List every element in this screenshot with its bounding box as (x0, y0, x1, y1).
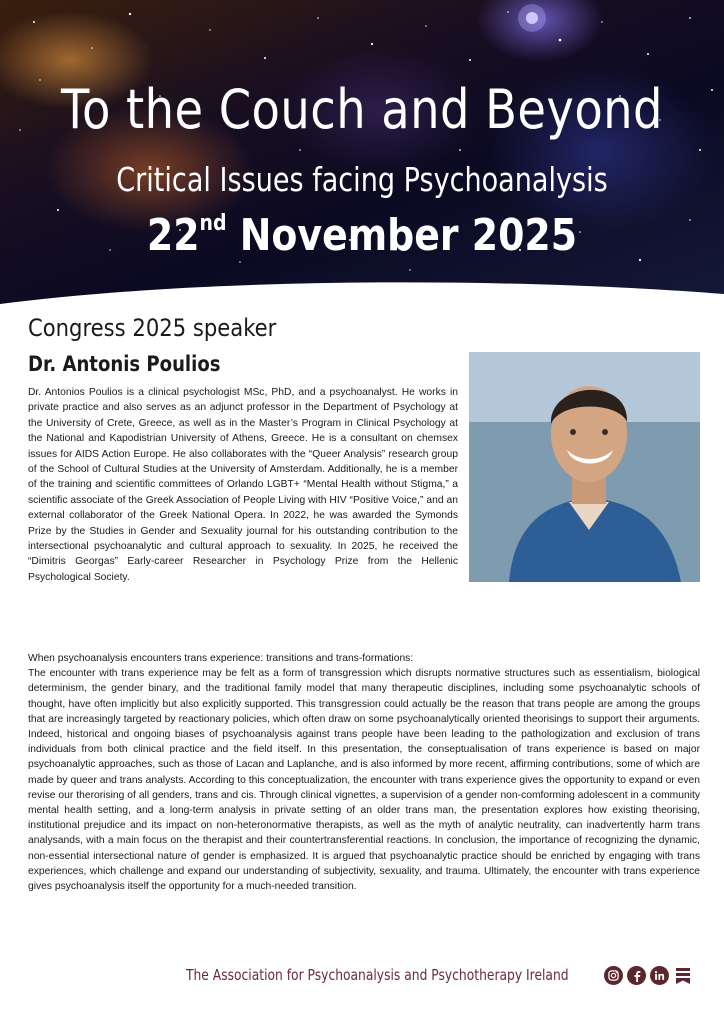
event-title: To the Couch and Beyond (61, 78, 663, 141)
facebook-icon[interactable] (627, 966, 646, 985)
date-month-year: November 2025 (239, 210, 578, 261)
speaker-bio: Dr. Antonios Poulios is a clinical psychologist MSc, PhD, and a psychoanalyst. He works in private practice and also serves as an adjunct professor in the Department of Psychology at the University of Crete, Greece, as well as in the Master’s Program in Clinical Psychology at the National and Kapodistrian University of Athens, Greece. He is a consultant on chemsex issues for AIDS Action Europe. He also collaborates with the “Queer Analysis” research group of the School of Cultural Studies at the University of Amsterdam. Additionally, he is a member of the training and scientific committees of Orlando LGBT+ “Mental Health without Stigma,” a scientific associate of the Greek Association of People Living with HIV “Positive Voice,” and an external collaborator of the Greek National Opera. In 2022, he was awarded the Symonds Prize by the Studies in Gender and Sexuality journal for his outstanding contribution to the intersectional psychoanalytic and cultural approach to sexuality. In 2025, he received the “Dimitris Georgas” Early-career Researcher in Psychology Prize from the Hellenic Psychological Society. (28, 387, 458, 583)
talk-title: When psychoanalysis encounters trans experience: transitions and trans-formations: (28, 653, 414, 664)
speaker-photo (469, 352, 700, 582)
event-subtitle: Critical Issues facing Psychoanalysis (116, 160, 608, 199)
date-suffix: nd (199, 211, 227, 236)
hero-banner (0, 0, 724, 312)
social-links (604, 966, 692, 986)
instagram-icon[interactable] (604, 966, 623, 985)
linkedin-icon[interactable] (650, 966, 669, 985)
talk-abstract-body: The encounter with trans experience may be felt as a form of transgression which disrupts normative structures such as essentialism, biological determinism, the gender binary, and the traditional family model that many therapeutic disciplines, including some psychoanalytic schools of thought, have often implicitly but also explicitly supported. This transgression could actually be the reason that trans people are among the groups that are increasingly targeted by reactionary policies, which often draw on some psychoanalytically oriented theorisings to support their arguments. Indeed, historical and ongoing biases of psychoanalysis against trans people have been leading to the pathologization and exclusion of trans individuals from both clinical practice and the field itself. In this presentation, the conseptualisation of trans experience is based on major psychoanalytic approaches, such as those of Lacan and Laplanche, and is also informed by more recent, affirming contributions, some of which are made by queer and trans analysts. According to this conceptualization, the encounter with trans experience gives the opportunity to expand or even revise our therorising of all genders, trans and cis. Through clinical vignettes, a supervision of a gender non-comforming adolescent in a community mental health setting, and a long-term analysis in private setting of an older trans man, the presentation explores how existing theorising, institutional prejudice and its impact on non-heteronormative therapists, as well as the myth of analytic neutrality, can inadvertently harm trans analysands, with a main focus on the therapist and their countertransferential reactions. In conclusion, the importance of recognizing the dynamic, non-essential intersectional nature of gender is emphasized. It is argued that psychoanalytic practice should be enriched by engaging with trans experiences, which challenge and expand our understanding of subjectivity, sexuality, and trauma. Ultimately, the encounter with trans experience gives psychoanalysis itself the opportunity for a much-needed transition. (28, 668, 700, 893)
bookmark-icon[interactable] (673, 966, 692, 985)
talk-abstract (28, 651, 700, 894)
event-date (51, 210, 674, 261)
date-day: 22 (146, 210, 200, 261)
speaker-portrait (469, 352, 700, 582)
section-label: Congress 2025 speaker (28, 314, 277, 342)
starfield-background (0, 0, 724, 312)
footer-organisation: The Association for Psychoanalysis and Psychotherapy Ireland (186, 966, 569, 984)
hero-curve-divider (0, 268, 724, 312)
speaker-name: Dr. Antonis Poulios (28, 352, 221, 376)
